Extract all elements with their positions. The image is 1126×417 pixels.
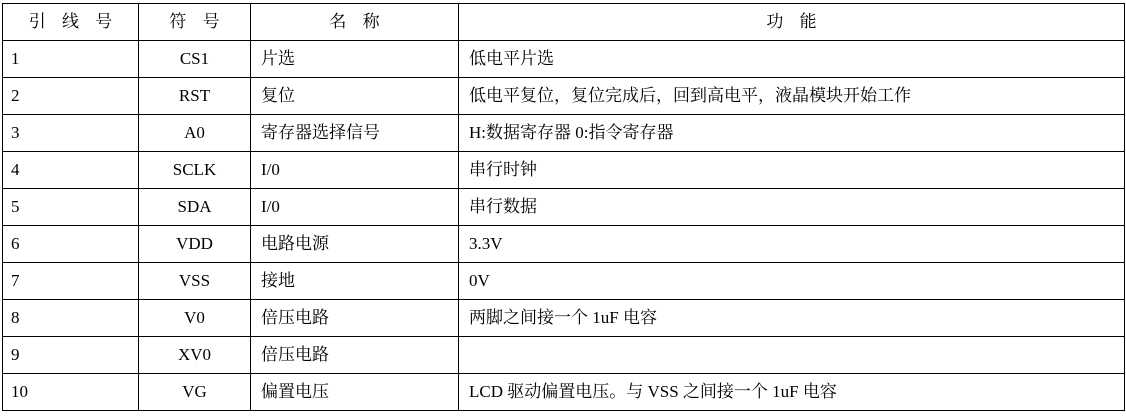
table-row [3, 263, 1125, 300]
cell-function: 低电平片选 [459, 41, 1125, 78]
cell-name: 倍压电路 [251, 337, 459, 374]
cell-pin-number: 2 [3, 78, 139, 115]
cell-pin-number: 5 [3, 189, 139, 226]
cell-symbol: SDA [139, 189, 251, 226]
cell-pin-number: 6 [3, 226, 139, 263]
table-header [3, 4, 1125, 41]
cell-symbol: A0 [139, 115, 251, 152]
cell-function: 3.3V [459, 226, 1125, 263]
cell-pin-number: 4 [3, 152, 139, 189]
cell-function: 低电平复位，复位完成后，回到高电平，液晶模块开始工作 [459, 78, 1125, 115]
cell-function: LCD 驱动偏置电压。与 VSS 之间接一个 1uF 电容 [459, 374, 1125, 411]
cell-name: I/0 [251, 152, 459, 189]
pin-description-table [2, 3, 1125, 411]
cell-function: H:数据寄存器 0:指令寄存器 [459, 115, 1125, 152]
cell-function: 串行时钟 [459, 152, 1125, 189]
cell-function: 两脚之间接一个 1uF 电容 [459, 300, 1125, 337]
cell-pin-number: 7 [3, 263, 139, 300]
cell-name: I/0 [251, 189, 459, 226]
table-row [3, 189, 1125, 226]
table-header-row [3, 4, 1125, 41]
cell-name: 偏置电压 [251, 374, 459, 411]
cell-function: 0V [459, 263, 1125, 300]
column-header-pin-number: 引 线 号 [3, 4, 139, 41]
cell-symbol: VDD [139, 226, 251, 263]
cell-name: 倍压电路 [251, 300, 459, 337]
column-header-symbol: 符 号 [139, 4, 251, 41]
cell-symbol: CS1 [139, 41, 251, 78]
cell-symbol: SCLK [139, 152, 251, 189]
table-row [3, 374, 1125, 411]
cell-pin-number: 3 [3, 115, 139, 152]
table-row [3, 226, 1125, 263]
table-row [3, 115, 1125, 152]
table-row [3, 78, 1125, 115]
table-body [3, 41, 1125, 411]
cell-name: 寄存器选择信号 [251, 115, 459, 152]
table-row [3, 337, 1125, 374]
table-row [3, 152, 1125, 189]
cell-symbol: RST [139, 78, 251, 115]
cell-pin-number: 9 [3, 337, 139, 374]
table-row [3, 41, 1125, 78]
cell-symbol: VSS [139, 263, 251, 300]
cell-name: 接地 [251, 263, 459, 300]
column-header-name: 名 称 [251, 4, 459, 41]
cell-function: 串行数据 [459, 189, 1125, 226]
table-row [3, 300, 1125, 337]
cell-pin-number: 1 [3, 41, 139, 78]
cell-symbol: VG [139, 374, 251, 411]
cell-pin-number: 10 [3, 374, 139, 411]
cell-name: 片选 [251, 41, 459, 78]
cell-name: 复位 [251, 78, 459, 115]
cell-name: 电路电源 [251, 226, 459, 263]
cell-symbol: XV0 [139, 337, 251, 374]
cell-function [459, 337, 1125, 374]
cell-pin-number: 8 [3, 300, 139, 337]
column-header-function: 功 能 [459, 4, 1125, 41]
cell-symbol: V0 [139, 300, 251, 337]
